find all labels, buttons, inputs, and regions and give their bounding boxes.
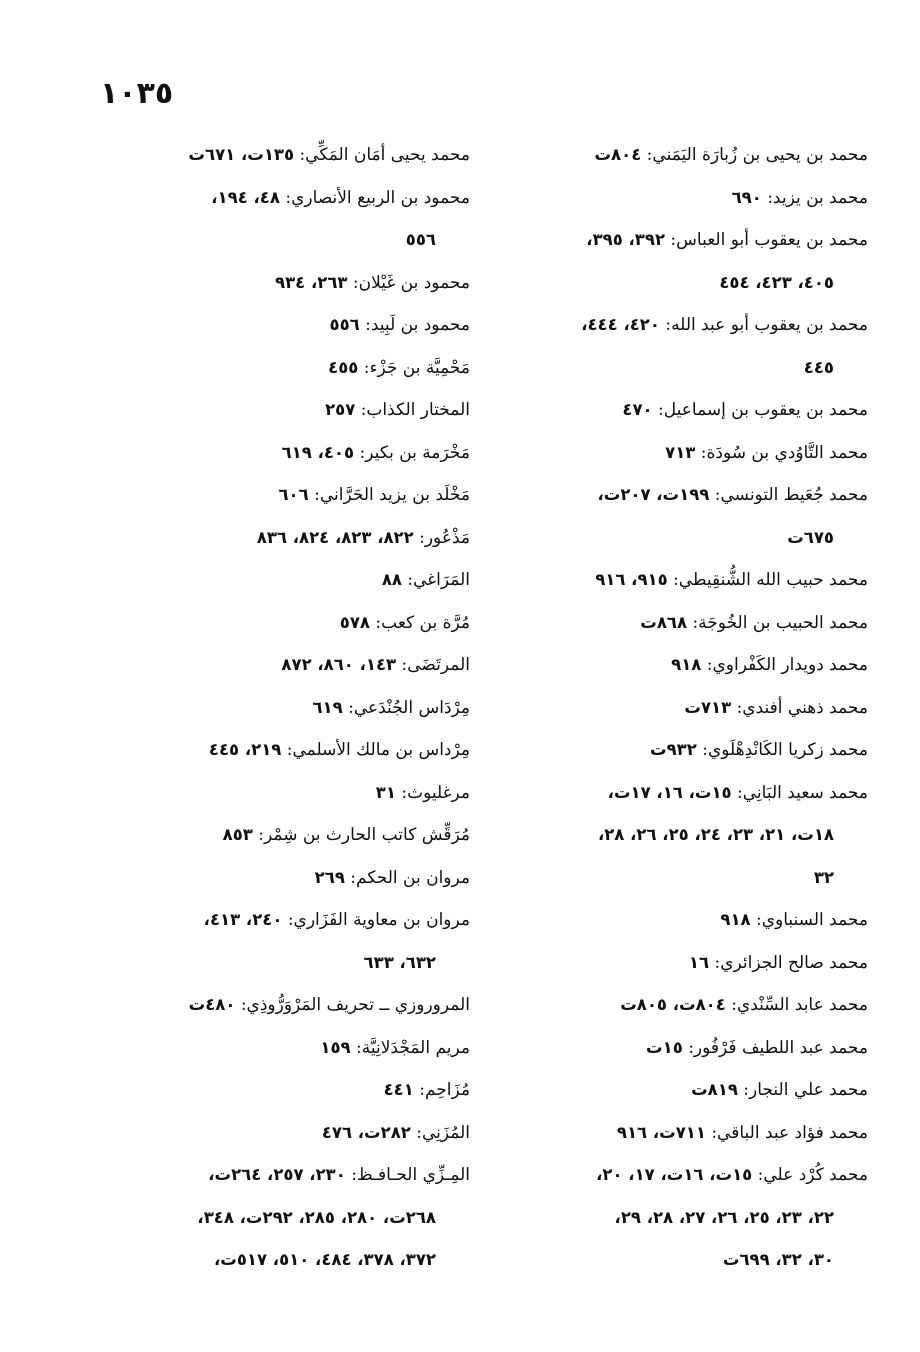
- entry-name: المَرَاغي:: [407, 570, 470, 590]
- index-entry: [105, 857, 470, 900]
- entry-name: محمد يحيى أمَان المَكِّي:: [299, 145, 470, 165]
- entry-name: محمد الحبيب بن الخُوجَة:: [692, 612, 868, 633]
- index-entry: [483, 644, 868, 687]
- entry-pages: ٣٢: [813, 867, 834, 887]
- index-entry: [483, 602, 868, 645]
- entry-pages: ٣٠، ٣٢، ٦٩٩ت: [722, 1250, 834, 1269]
- page-number: ١٠٣٥: [100, 76, 174, 111]
- entry-pages: ٩١٥، ٩١٦: [595, 570, 668, 589]
- entry-pages: ١٥ت، ١٦، ١٧ت،: [607, 782, 732, 802]
- entry-name: محمد بن يزيد:: [767, 187, 868, 208]
- entry-pages: ٤٥٥: [328, 357, 359, 377]
- entry-name: محمد السنباوي:: [756, 910, 868, 930]
- index-entry: [105, 432, 470, 475]
- entry-pages: ٢٦٩: [314, 867, 345, 887]
- index-entry: [483, 1154, 868, 1197]
- index-entry-continuation: [483, 814, 868, 857]
- index-entry-continuation: [105, 942, 470, 985]
- entry-name: مِرْدَاس الجُنْدَعي:: [348, 697, 470, 718]
- entry-name: محمد بن يعقوب أبو عبد الله:: [665, 315, 868, 335]
- entry-name: محمد ذهني أفندي:: [736, 697, 868, 718]
- index-entry: [483, 177, 868, 220]
- entry-pages: ٨١٩ت: [691, 1080, 738, 1099]
- index-entry: [483, 474, 868, 517]
- entry-pages: ٨٥٣: [222, 825, 253, 844]
- index-entry: [105, 1112, 470, 1155]
- index-entry: [105, 559, 470, 602]
- index-entry-continuation: [483, 517, 868, 560]
- entry-pages: ٤٧٠: [622, 400, 653, 419]
- entry-pages: ٤٢٠، ٤٤٤،: [581, 315, 660, 334]
- entry-name: مروان بن الحكم:: [350, 867, 470, 888]
- index-entry-continuation: [483, 347, 868, 390]
- index-entry: [105, 177, 470, 220]
- entry-pages: ٩٣٢ت: [650, 740, 697, 759]
- index-entry: [483, 687, 868, 730]
- entry-name: محمد عابد السِّنْدي:: [731, 995, 868, 1015]
- entry-name: محمد علي النجار:: [743, 1080, 868, 1100]
- entry-name: مَخْلَد بن يزيد الحَرَّاني:: [314, 485, 470, 505]
- index-entry: [483, 1027, 868, 1070]
- index-entry-continuation: [483, 262, 868, 305]
- entry-name: مُرَقِّش كاتب الحارث بن شِمْر:: [258, 825, 470, 845]
- index-entry: [483, 772, 868, 815]
- index-entry: [483, 984, 868, 1027]
- index-entry-continuation: [105, 1197, 470, 1240]
- entry-pages: ٦٩٠: [731, 187, 762, 207]
- entry-pages: ٦٣٢، ٦٣٣: [363, 952, 436, 972]
- entry-pages: ١٥ت، ١٦ت، ١٧، ٢٠،: [596, 1165, 753, 1184]
- entry-pages: ٦٧٥ت: [787, 527, 834, 547]
- index-entry: [105, 899, 470, 942]
- index-entry: [483, 942, 868, 985]
- entry-pages: ٢٦٨ت، ٢٨٠، ٢٨٥، ٢٩٢ت، ٣٤٨،: [197, 1207, 436, 1227]
- index-entry: [105, 134, 470, 177]
- entry-pages: ٤٤٥: [803, 357, 834, 377]
- entry-pages: ٤٠٥، ٦١٩: [281, 442, 355, 462]
- entry-pages: ١٩٩ت، ٢٠٧ت،: [597, 485, 710, 504]
- index-entry: [105, 644, 470, 687]
- entry-name: محمد التَّاوُدي بن سُودَة:: [700, 442, 868, 463]
- entry-pages: ٢٣٠، ٢٥٧، ٢٦٤ت،: [208, 1165, 346, 1184]
- entry-name: مُزَاحِم:: [419, 1080, 470, 1100]
- entry-pages: ١٣٥ت، ٦٧١ت: [188, 145, 295, 164]
- index-entry: [105, 1069, 470, 1112]
- entry-pages: ٧١٣: [665, 442, 696, 462]
- index-entry: [105, 1154, 470, 1197]
- entry-pages: ٣٩٢، ٣٩٥،: [586, 230, 666, 249]
- entry-name: محمد فؤاد عبد الباقي:: [711, 1122, 868, 1143]
- index-entry: [483, 219, 868, 262]
- entry-name: محمود بن الربيع الأنصاري:: [285, 187, 470, 208]
- index-entry: [105, 984, 470, 1027]
- entry-name: محمد صالح الجزائري:: [714, 952, 868, 973]
- index-entry: [105, 814, 470, 857]
- entry-pages: ١٤٣، ٨٦٠، ٨٧٢: [281, 655, 397, 674]
- entry-pages: ١٨ت، ٢١، ٢٣، ٢٤، ٢٥، ٢٦، ٢٨،: [597, 825, 834, 844]
- index-column-left: [105, 134, 470, 1282]
- entry-name: محمد بن يعقوب بن إسماعيل:: [658, 400, 868, 420]
- entry-name: محمد دويدار الكَفْراوي:: [706, 655, 868, 675]
- entry-name: محمد زكريا الكَانْدِهْلَوي:: [702, 740, 868, 760]
- index-entry: [105, 262, 470, 305]
- entry-name: مَذْعُور:: [419, 527, 470, 548]
- entry-name: محمد كُرْد علي:: [757, 1165, 868, 1185]
- index-entry: [105, 304, 470, 347]
- entry-pages: ٤٨، ١٩٤،: [211, 187, 280, 207]
- entry-pages: ٧١٣ت: [684, 697, 732, 717]
- entry-name: مريم المَجْدَلانِيَّة:: [356, 1037, 470, 1058]
- entry-pages: ١٥ت: [646, 1037, 683, 1057]
- entry-name: محمد عبد اللطيف فَرْفُور:: [688, 1037, 868, 1058]
- entry-pages: ٨٠٤ت: [594, 145, 642, 164]
- index-entry: [483, 134, 868, 177]
- entry-name: المروروزي ــ تحريف المَرْوَرُّوذِي:: [240, 995, 470, 1015]
- entry-pages: ٣١: [375, 782, 396, 802]
- index-entry: [105, 729, 470, 772]
- entry-pages: ٥٥٦: [329, 315, 360, 334]
- entry-pages: ٤٤١: [383, 1080, 414, 1099]
- index-entry: [483, 1112, 868, 1155]
- entry-pages: ٧١١ت، ٩١٦: [616, 1122, 706, 1142]
- entry-name: محمد بن يحيى بن زُبارَة اليَمَني:: [646, 145, 868, 165]
- index-entry: [105, 1027, 470, 1070]
- entry-pages: ٥٧٨: [339, 612, 370, 632]
- index-entry: [483, 899, 868, 942]
- entry-pages: ٤٨٠ت: [188, 995, 236, 1014]
- entry-name: محمود بن لَبِيد:: [365, 315, 470, 335]
- entry-pages: ٢٤٠، ٤١٣،: [203, 910, 283, 929]
- entry-pages: ٦١٩: [312, 697, 343, 717]
- index-entry: [483, 729, 868, 772]
- entry-pages: ٢٦٣، ٩٣٤: [275, 272, 348, 292]
- index-entry: [105, 602, 470, 645]
- index-entry: [105, 389, 470, 432]
- index-column-right: [483, 134, 868, 1282]
- entry-name: مِرْداس بن مالك الأسلمي:: [286, 740, 470, 760]
- entry-name: محمد بن يعقوب أبو العباس:: [670, 230, 868, 250]
- entry-pages: ٥٥٦: [405, 230, 436, 249]
- index-entry-continuation: [105, 1239, 470, 1282]
- entry-name: مروان بن معاوية الفَزَاري:: [287, 910, 470, 930]
- index-entry: [483, 432, 868, 475]
- entry-pages: ٩١٨: [720, 910, 751, 929]
- index-entry: [483, 1069, 868, 1112]
- index-entry-continuation: [105, 219, 470, 262]
- index-entry: [483, 559, 868, 602]
- entry-pages: ٩١٨: [671, 655, 702, 674]
- entry-pages: ٨٨: [381, 570, 402, 589]
- index-entry: [105, 517, 470, 560]
- entry-pages: ٤٠٥، ٤٢٣، ٤٥٤: [719, 272, 834, 292]
- index-entry: [105, 772, 470, 815]
- entry-pages: ٨٢٢، ٨٢٣، ٨٢٤، ٨٣٦: [256, 527, 414, 547]
- index-entry: [105, 347, 470, 390]
- entry-name: محمد سعيد البَانِي:: [737, 782, 868, 803]
- index-entry: [483, 389, 868, 432]
- entry-pages: ٨٦٨ت: [640, 612, 688, 632]
- entry-name: المختار الكذاب:: [360, 400, 470, 420]
- entry-pages: ٨٠٤ت، ٨٠٥ت: [620, 995, 726, 1014]
- index-entry: [105, 474, 470, 517]
- entry-pages: ٦٠٦: [278, 485, 309, 504]
- index-entry: [483, 304, 868, 347]
- entry-name: محمود بن غَيْلان:: [352, 272, 470, 293]
- entry-name: محمد حبيب الله الشُّنقِيطي:: [673, 570, 868, 590]
- entry-pages: ٣٧٢، ٣٧٨، ٤٨٤، ٥١٠، ٥١٧ت،: [213, 1250, 436, 1269]
- entry-name: محمد جُعَيط التونسي:: [714, 485, 868, 505]
- entry-pages: ٢٥٧: [325, 400, 356, 419]
- entry-pages: ٢٨٢ت، ٤٧٦: [321, 1122, 411, 1142]
- entry-name: مَخْرَمة بن بكير:: [359, 442, 470, 463]
- entry-name: المِـزِّي الحـافـظ:: [351, 1165, 470, 1185]
- entry-name: مرغليوث:: [401, 782, 470, 803]
- index-entry-continuation: [483, 857, 868, 900]
- index-entry-continuation: [483, 1197, 868, 1240]
- entry-pages: ٢٢، ٢٣، ٢٥، ٢٦، ٢٧، ٢٨، ٢٩،: [614, 1207, 834, 1227]
- entry-name: المرتَضَى:: [401, 655, 470, 675]
- entry-name: مَحْمِيَّة بن جَزْء:: [363, 357, 470, 378]
- entry-name: مُرَّة بن كعب:: [375, 612, 470, 633]
- entry-pages: ١٥٩: [320, 1037, 351, 1057]
- entry-pages: ١٦: [688, 952, 710, 972]
- entry-pages: ٢١٩، ٤٤٥: [208, 740, 282, 759]
- entry-name: المُزَنِي:: [416, 1122, 470, 1143]
- index-entry: [105, 687, 470, 730]
- index-entry-continuation: [483, 1239, 868, 1282]
